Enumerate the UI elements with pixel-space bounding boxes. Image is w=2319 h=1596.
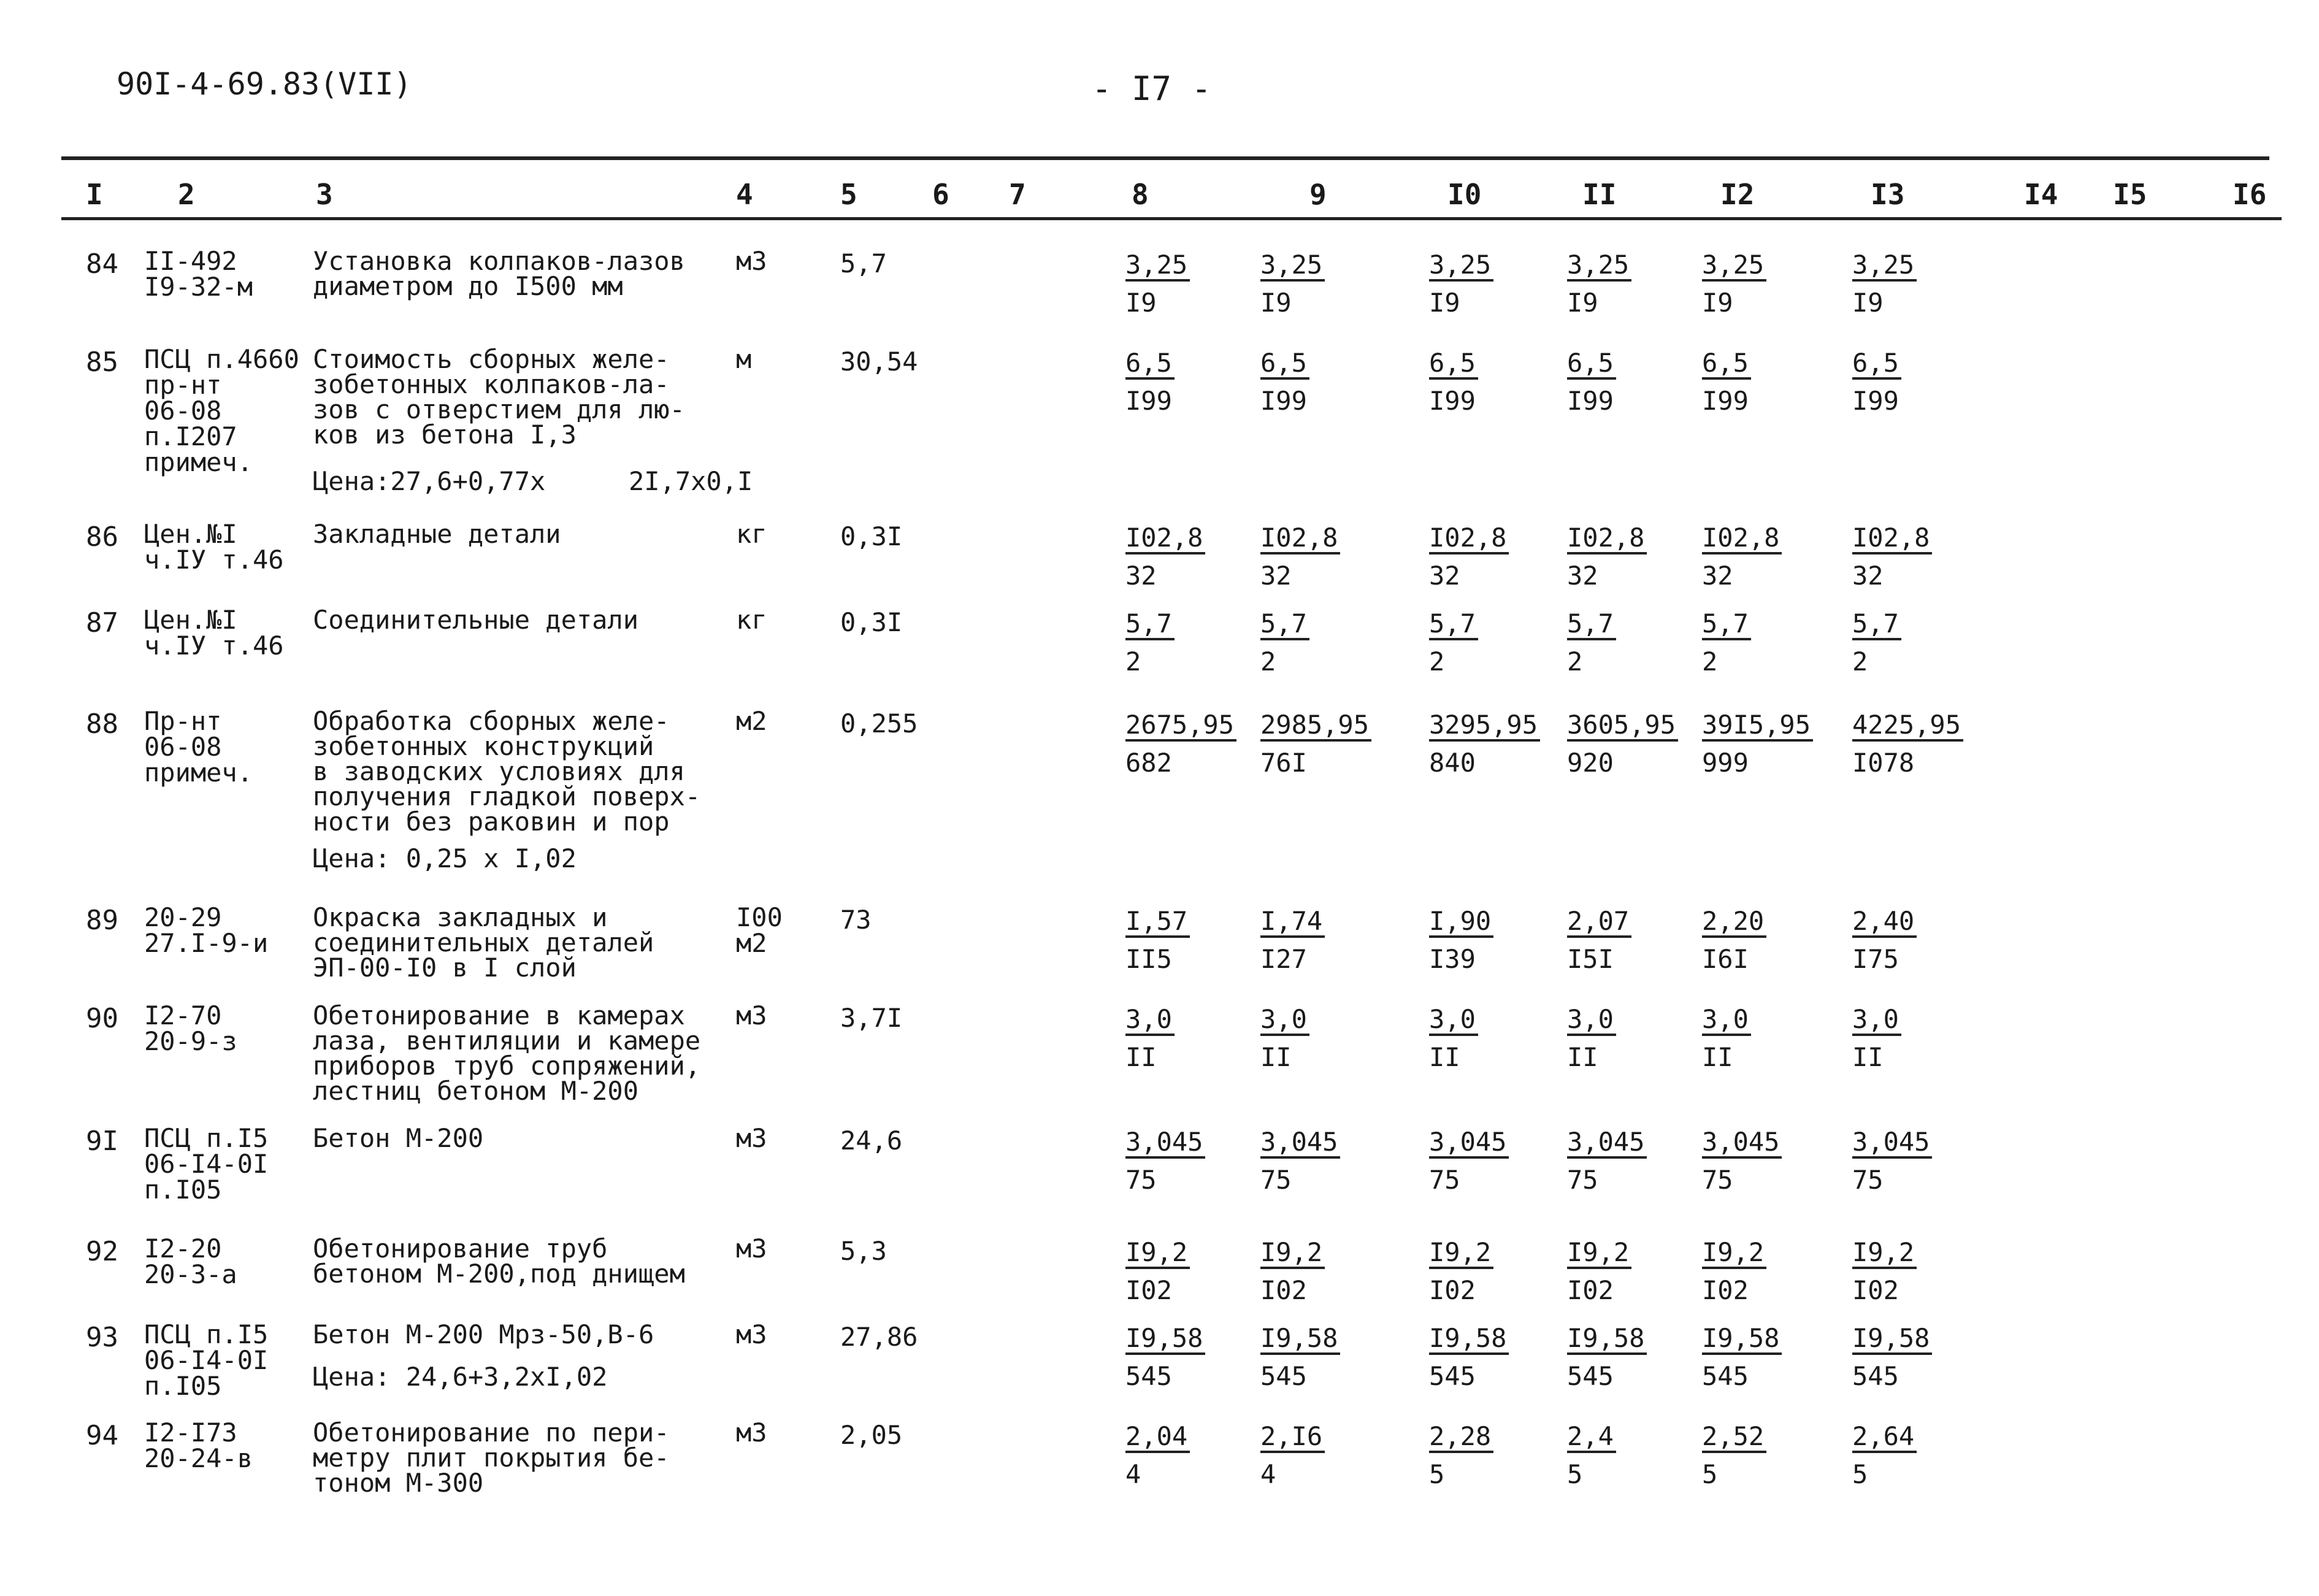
work-description: Обработка сборных желе- зобетонных конструкций в заводских условиях для получения гладкой поверх- ности без раковин и пор	[313, 706, 701, 837]
value-fraction	[1429, 1004, 1478, 1072]
value-fraction	[1567, 1004, 1616, 1072]
fraction-denominator: II	[1567, 1042, 1598, 1072]
table-top-rule	[61, 156, 2269, 160]
value-fraction	[1429, 525, 1509, 589]
unit-of-measure: м	[736, 344, 752, 374]
fraction-denominator: II	[1702, 1042, 1733, 1072]
value-fraction	[1429, 252, 1493, 316]
quantity-value: 0,3I	[840, 521, 903, 551]
price-formula: Цена:27,6+0,77x	[313, 466, 546, 496]
fraction-denominator: 2	[1429, 646, 1445, 677]
work-description: Обетонирование по пери- метру плит покрытия бе- тоном М-300	[313, 1418, 670, 1498]
fraction-denominator: 2	[1125, 646, 1141, 677]
norm-reference: Цен.№I ч.IУ т.46	[144, 605, 284, 661]
value-fraction	[1125, 525, 1205, 589]
fraction-numerator: 39I5,95	[1702, 712, 1813, 742]
row-number: 89	[86, 905, 118, 936]
fraction-denominator: 920	[1567, 748, 1614, 778]
column-header: I3	[1871, 178, 1905, 211]
norm-reference: ПСЦ п.I5 06-I4-0I п.I05	[144, 1319, 269, 1401]
fraction-numerator: 3,25	[1852, 252, 1917, 282]
fraction-numerator: 3,045	[1702, 1129, 1782, 1159]
value-fraction	[1567, 712, 1678, 776]
fraction-denominator: 75	[1567, 1165, 1598, 1195]
unit-of-measure: кг	[736, 519, 767, 549]
value-fraction	[1567, 1421, 1616, 1489]
work-description: Обетонирование в камерах лаза, вентиляции и камере приборов труб сопряжений, лестниц бетоном М-200	[313, 1000, 701, 1106]
fraction-denominator: 32	[1260, 561, 1292, 591]
fraction-numerator: 3,045	[1567, 1129, 1647, 1159]
fraction-numerator: I9,2	[1125, 1240, 1190, 1269]
fraction-numerator: 6,5	[1125, 350, 1175, 380]
fraction-denominator: I39	[1429, 944, 1476, 974]
fraction-numerator: 2,40	[1852, 908, 1917, 938]
unit-of-measure: м3	[736, 1000, 767, 1030]
value-fraction	[1260, 908, 1325, 972]
fraction-numerator: 2,04	[1125, 1424, 1190, 1453]
column-header: 6	[932, 178, 949, 211]
work-description: Окраска закладных и соединительных деталей ЭП-00-I0 в I слой	[313, 902, 654, 983]
fraction-denominator: I99	[1702, 386, 1749, 416]
fraction-denominator: I02	[1567, 1275, 1614, 1305]
fraction-denominator: 2	[1852, 646, 1868, 677]
fraction-numerator: 3,25	[1567, 252, 1631, 282]
fraction-denominator: 999	[1702, 748, 1749, 778]
fraction-denominator: 840	[1429, 748, 1476, 778]
value-fraction	[1260, 1237, 1325, 1305]
value-fraction	[1125, 1237, 1190, 1305]
value-fraction	[1125, 1421, 1190, 1489]
fraction-numerator: 6,5	[1429, 350, 1478, 380]
value-fraction	[1429, 1237, 1493, 1305]
row-number: 94	[86, 1420, 118, 1451]
fraction-denominator: 545	[1852, 1361, 1899, 1391]
value-fraction	[1852, 1129, 1932, 1193]
value-fraction	[1567, 1237, 1631, 1305]
value-fraction	[1125, 1004, 1175, 1072]
value-fraction	[1125, 1129, 1205, 1193]
norm-reference: Пр-нт 06-08 примеч.	[144, 706, 253, 788]
value-fraction	[1852, 712, 1963, 776]
work-description: Стоимость сборных желе- зобетонных колпаков-ла- зов с отверстием для лю- ков из бетона I,3	[313, 344, 685, 450]
value-fraction	[1260, 1421, 1325, 1489]
fraction-numerator: 3295,95	[1429, 712, 1540, 742]
unit-of-measure: м3	[736, 1233, 767, 1264]
norm-reference: ПСЦ п.I5 06-I4-0I п.I05	[144, 1123, 269, 1205]
work-description: Закладные детали	[313, 519, 561, 549]
value-fraction	[1429, 908, 1493, 972]
value-fraction	[1852, 1421, 1917, 1489]
fraction-denominator: 682	[1125, 748, 1172, 778]
value-fraction	[1567, 350, 1616, 414]
value-fraction	[1125, 252, 1190, 316]
norm-reference: II-492 I9-32-м	[144, 246, 253, 302]
fraction-denominator: II5	[1125, 944, 1172, 974]
value-fraction	[1852, 350, 1901, 414]
fraction-denominator: 75	[1260, 1165, 1292, 1195]
fraction-numerator: 5,7	[1429, 611, 1478, 640]
fraction-numerator: I02,8	[1429, 525, 1509, 554]
fraction-denominator: 545	[1702, 1361, 1749, 1391]
quantity-value: 73	[840, 905, 872, 935]
fraction-denominator: 2	[1260, 646, 1276, 677]
fraction-denominator: 4	[1125, 1459, 1141, 1489]
value-fraction	[1702, 350, 1751, 414]
fraction-numerator: 4225,95	[1852, 712, 1963, 742]
fraction-numerator: I02,8	[1852, 525, 1932, 554]
value-fraction	[1702, 1237, 1766, 1305]
fraction-denominator: I99	[1125, 386, 1172, 416]
fraction-denominator: 75	[1702, 1165, 1733, 1195]
quantity-value: 30,54	[840, 347, 918, 377]
value-fraction	[1429, 1129, 1509, 1193]
price-formula-continuation: 2I,7x0,I	[629, 466, 753, 496]
quantity-value: 0,3I	[840, 607, 903, 637]
value-fraction	[1260, 712, 1371, 776]
value-fraction	[1567, 525, 1647, 589]
unit-of-measure: м3	[736, 1418, 767, 1448]
quantity-value: 5,7	[840, 248, 887, 278]
fraction-denominator: 32	[1702, 561, 1733, 591]
fraction-denominator: I9	[1125, 288, 1157, 318]
fraction-numerator: 2,I6	[1260, 1424, 1325, 1453]
fraction-denominator: 5	[1852, 1459, 1868, 1489]
value-fraction	[1429, 1323, 1509, 1391]
column-header: 4	[736, 178, 753, 211]
value-fraction	[1260, 1004, 1309, 1072]
fraction-numerator: 5,7	[1702, 611, 1751, 640]
fraction-numerator: I9,58	[1852, 1326, 1932, 1355]
work-description: Установка колпаков-лазов диаметром до I500 мм	[313, 246, 685, 301]
value-fraction	[1429, 712, 1540, 776]
work-description: Бетон М-200	[313, 1123, 484, 1153]
work-description: Обетонирование труб бетоном М-200,под днищем	[313, 1233, 685, 1289]
row-number: 88	[86, 708, 118, 740]
fraction-denominator: I75	[1852, 944, 1899, 974]
fraction-denominator: I02	[1260, 1275, 1307, 1305]
fraction-numerator: I02,8	[1260, 525, 1340, 554]
quantity-value: 3,7I	[840, 1003, 903, 1033]
fraction-denominator: I9	[1429, 288, 1460, 318]
fraction-denominator: 545	[1429, 1361, 1476, 1391]
fraction-denominator: 32	[1567, 561, 1598, 591]
value-fraction	[1260, 1323, 1340, 1391]
quantity-value: 2,05	[840, 1420, 903, 1450]
value-fraction	[1702, 1129, 1782, 1193]
column-header: I6	[2233, 178, 2267, 211]
unit-of-measure: м3	[736, 1319, 767, 1349]
value-fraction	[1429, 1421, 1493, 1489]
fraction-numerator: 2985,95	[1260, 712, 1371, 742]
value-fraction	[1125, 712, 1236, 776]
column-header: 3	[316, 178, 333, 211]
column-header: 8	[1132, 178, 1149, 211]
column-header: I	[86, 178, 103, 211]
row-number: 85	[86, 347, 118, 378]
fraction-numerator: 2,28	[1429, 1424, 1493, 1453]
value-fraction	[1702, 908, 1766, 972]
fraction-numerator: 5,7	[1852, 611, 1901, 640]
fraction-denominator: 32	[1429, 561, 1460, 591]
fraction-denominator: 75	[1429, 1165, 1460, 1195]
fraction-numerator: I9,2	[1260, 1240, 1325, 1269]
work-description: Соединительные детали	[313, 605, 639, 635]
fraction-denominator: I9	[1260, 288, 1292, 318]
value-fraction	[1852, 908, 1917, 972]
fraction-denominator: I99	[1260, 386, 1307, 416]
fraction-numerator: 2675,95	[1125, 712, 1236, 742]
quantity-value: 27,86	[840, 1322, 918, 1352]
fraction-denominator: I99	[1429, 386, 1476, 416]
row-number: 9I	[86, 1126, 118, 1157]
column-header: I5	[2113, 178, 2147, 211]
column-header: 2	[178, 178, 195, 211]
column-header: II	[1582, 178, 1617, 211]
quantity-value: 24,6	[840, 1126, 903, 1156]
fraction-denominator: I02	[1852, 1275, 1899, 1305]
fraction-numerator: I9,2	[1852, 1240, 1917, 1269]
value-fraction	[1702, 525, 1782, 589]
fraction-numerator: I9,58	[1702, 1326, 1782, 1355]
value-fraction	[1260, 608, 1309, 677]
fraction-denominator: 5	[1429, 1459, 1445, 1489]
column-header: 5	[840, 178, 857, 211]
fraction-numerator: 3,25	[1260, 252, 1325, 282]
fraction-numerator: 6,5	[1567, 350, 1616, 380]
fraction-numerator: 3,0	[1260, 1007, 1309, 1036]
value-fraction	[1852, 1237, 1917, 1305]
quantity-value: 5,3	[840, 1236, 887, 1266]
quantity-value: 0,255	[840, 708, 918, 739]
fraction-denominator: II	[1125, 1042, 1157, 1072]
fraction-numerator: 3,045	[1125, 1129, 1205, 1159]
fraction-numerator: 6,5	[1260, 350, 1309, 380]
norm-reference: I2-70 20-9-з	[144, 1000, 237, 1056]
fraction-numerator: I9,2	[1702, 1240, 1766, 1269]
value-fraction	[1260, 1129, 1340, 1193]
document-code: 90I-4-69.83(VII)	[117, 66, 412, 102]
row-number: 87	[86, 607, 118, 639]
value-fraction	[1567, 1129, 1647, 1193]
fraction-denominator: I99	[1567, 386, 1614, 416]
fraction-denominator: I9	[1567, 288, 1598, 318]
value-fraction	[1567, 252, 1631, 316]
fraction-numerator: I9,2	[1429, 1240, 1493, 1269]
value-fraction	[1125, 1323, 1205, 1391]
value-fraction	[1260, 525, 1340, 589]
value-fraction	[1125, 350, 1175, 414]
fraction-numerator: 3,045	[1260, 1129, 1340, 1159]
norm-reference: ПСЦ п.4660 пр-нт 06-08 п.I207 примеч.	[144, 344, 299, 477]
column-header: 7	[1009, 178, 1026, 211]
value-fraction	[1125, 608, 1175, 677]
fraction-numerator: I02,8	[1567, 525, 1647, 554]
column-header: I0	[1447, 178, 1482, 211]
fraction-denominator: 4	[1260, 1459, 1276, 1489]
row-number: 90	[86, 1003, 118, 1034]
fraction-numerator: 3,0	[1702, 1007, 1751, 1036]
fraction-numerator: 2,64	[1852, 1424, 1917, 1453]
fraction-denominator: I99	[1852, 386, 1899, 416]
fraction-denominator: 545	[1567, 1361, 1614, 1391]
unit-of-measure: кг	[736, 605, 767, 635]
value-fraction	[1567, 1323, 1647, 1391]
fraction-numerator: I02,8	[1702, 525, 1782, 554]
unit-of-measure: м3	[736, 1123, 767, 1153]
fraction-denominator: I02	[1429, 1275, 1476, 1305]
price-formula: Цена: 0,25 x I,02	[313, 843, 577, 873]
column-header: 9	[1309, 178, 1327, 211]
fraction-denominator: I9	[1852, 288, 1884, 318]
value-fraction	[1852, 1323, 1932, 1391]
value-fraction	[1567, 608, 1616, 677]
fraction-numerator: 6,5	[1852, 350, 1901, 380]
fraction-numerator: 3,045	[1429, 1129, 1509, 1159]
fraction-denominator: 32	[1125, 561, 1157, 591]
column-header: I2	[1720, 178, 1755, 211]
row-number: 86	[86, 521, 118, 553]
fraction-numerator: 3,0	[1567, 1007, 1616, 1036]
norm-reference: Цен.№I ч.IУ т.46	[144, 519, 284, 575]
fraction-denominator: I02	[1702, 1275, 1749, 1305]
value-fraction	[1702, 1323, 1782, 1391]
value-fraction	[1852, 252, 1917, 316]
row-number: 92	[86, 1236, 118, 1267]
fraction-denominator: II	[1852, 1042, 1884, 1072]
fraction-denominator: II	[1260, 1042, 1292, 1072]
value-fraction	[1567, 908, 1631, 972]
fraction-numerator: 5,7	[1260, 611, 1309, 640]
value-fraction	[1702, 608, 1751, 677]
fraction-denominator: 76I	[1260, 748, 1307, 778]
fraction-numerator: 3,0	[1852, 1007, 1901, 1036]
value-fraction	[1702, 1004, 1751, 1072]
fraction-numerator: 3605,95	[1567, 712, 1678, 742]
norm-reference: I2-20 20-3-а	[144, 1233, 237, 1289]
fraction-denominator: 75	[1852, 1165, 1884, 1195]
unit-of-measure: I00 м2	[736, 902, 783, 958]
fraction-denominator: 545	[1260, 1361, 1307, 1391]
fraction-numerator: 2,52	[1702, 1424, 1766, 1453]
fraction-denominator: 2	[1567, 646, 1583, 677]
fraction-numerator: 3,25	[1125, 252, 1190, 282]
fraction-numerator: 3,0	[1125, 1007, 1175, 1036]
value-fraction	[1702, 712, 1813, 776]
fraction-numerator: 6,5	[1702, 350, 1751, 380]
norm-reference: I2-I73 20-24-в	[144, 1418, 253, 1473]
value-fraction	[1429, 350, 1478, 414]
fraction-numerator: 5,7	[1567, 611, 1616, 640]
fraction-numerator: 3,25	[1429, 252, 1493, 282]
fraction-denominator: 5	[1567, 1459, 1583, 1489]
header-bottom-rule	[61, 217, 2282, 220]
work-description: Бетон М-200 Мрз-50,В-6	[313, 1319, 654, 1349]
fraction-denominator: 2	[1702, 646, 1718, 677]
fraction-numerator: 5,7	[1125, 611, 1175, 640]
value-fraction	[1429, 608, 1478, 677]
fraction-denominator: 545	[1125, 1361, 1172, 1391]
fraction-denominator: 32	[1852, 561, 1884, 591]
fraction-denominator: 75	[1125, 1165, 1157, 1195]
fraction-numerator: 3,0	[1429, 1007, 1478, 1036]
fraction-numerator: I9,58	[1260, 1326, 1340, 1355]
fraction-denominator: 5	[1702, 1459, 1718, 1489]
fraction-numerator: I9,58	[1429, 1326, 1509, 1355]
fraction-numerator: 2,4	[1567, 1424, 1616, 1453]
fraction-numerator: 3,25	[1702, 252, 1766, 282]
value-fraction	[1260, 252, 1325, 316]
fraction-denominator: I9	[1702, 288, 1733, 318]
fraction-numerator: 2,07	[1567, 908, 1631, 938]
value-fraction	[1852, 1004, 1901, 1072]
fraction-denominator: I6I	[1702, 944, 1749, 974]
value-fraction	[1702, 252, 1766, 316]
fraction-numerator: I,57	[1125, 908, 1190, 938]
value-fraction	[1702, 1421, 1766, 1489]
price-formula: Цена: 24,6+3,2xI,02	[313, 1362, 608, 1392]
fraction-numerator: I9,58	[1125, 1326, 1205, 1355]
fraction-numerator: I,90	[1429, 908, 1493, 938]
fraction-numerator: 2,20	[1702, 908, 1766, 938]
fraction-denominator: I078	[1852, 748, 1915, 778]
value-fraction	[1852, 608, 1901, 677]
value-fraction	[1852, 525, 1932, 589]
fraction-numerator: I,74	[1260, 908, 1325, 938]
fraction-numerator: I9,58	[1567, 1326, 1647, 1355]
norm-reference: 20-29 27.I-9-и	[144, 902, 269, 958]
column-header: I4	[2024, 178, 2058, 211]
fraction-denominator: II	[1429, 1042, 1460, 1072]
fraction-numerator: I02,8	[1125, 525, 1205, 554]
fraction-denominator: I27	[1260, 944, 1307, 974]
unit-of-measure: м2	[736, 706, 767, 736]
value-fraction	[1125, 908, 1190, 972]
row-number: 84	[86, 248, 118, 280]
fraction-numerator: 3,045	[1852, 1129, 1932, 1159]
page-number: - I7 -	[1092, 69, 1212, 108]
fraction-denominator: I5I	[1567, 944, 1614, 974]
fraction-numerator: I9,2	[1567, 1240, 1631, 1269]
value-fraction	[1260, 350, 1309, 414]
fraction-denominator: I02	[1125, 1275, 1172, 1305]
unit-of-measure: м3	[736, 246, 767, 276]
row-number: 93	[86, 1322, 118, 1353]
